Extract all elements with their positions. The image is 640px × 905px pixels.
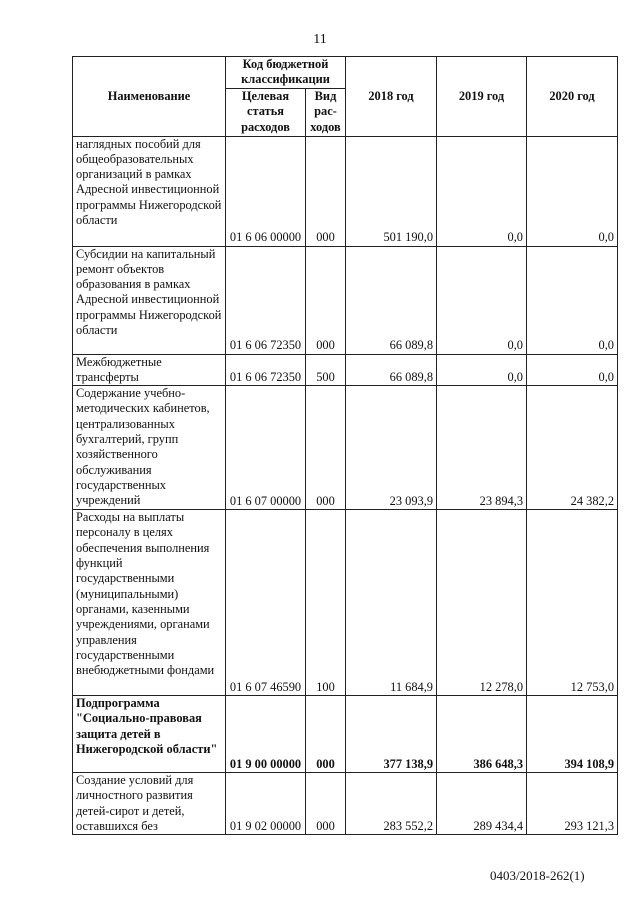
table-row bbox=[73, 773, 618, 835]
row-2020-value: 394 108,9 bbox=[527, 696, 618, 773]
row-target-code: 01 9 00 00000 bbox=[226, 696, 306, 773]
row-expense-type: 000 bbox=[306, 246, 346, 354]
row-2018-value: 377 138,9 bbox=[346, 696, 437, 773]
row-expense-type: 000 bbox=[306, 136, 346, 246]
row-2018-value: 283 552,2 bbox=[346, 773, 437, 835]
row-target-code: 01 6 07 00000 bbox=[226, 386, 306, 510]
row-2020-value: 293 121,3 bbox=[527, 773, 618, 835]
row-name: Расходы на выплаты персоналу в целях обеспечения выполнения функций государственными (муниципальными) органами, казенными учреждениями, органами управления государственными внебюджетными фондами bbox=[73, 510, 226, 696]
row-2019-value: 12 278,0 bbox=[437, 510, 527, 696]
row-2018-value: 66 089,8 bbox=[346, 354, 437, 386]
row-2020-value: 0,0 bbox=[527, 246, 618, 354]
row-name: наглядных пособий для общеобразовательных организаций в рамках Адресной инвестиционной программы Нижегородской области bbox=[73, 136, 226, 246]
row-2019-value: 23 894,3 bbox=[437, 386, 527, 510]
table-row bbox=[73, 354, 618, 386]
header-year-2018: 2018 год bbox=[346, 57, 437, 137]
header-year-2019: 2019 год bbox=[437, 57, 527, 137]
row-2020-value: 12 753,0 bbox=[527, 510, 618, 696]
header-code-group: Код бюджетной классификации bbox=[226, 57, 346, 89]
row-expense-type: 100 bbox=[306, 510, 346, 696]
row-2018-value: 11 684,9 bbox=[346, 510, 437, 696]
row-2018-value: 66 089,8 bbox=[346, 246, 437, 354]
row-name: Межбюджетные трансферты bbox=[73, 354, 226, 386]
row-2020-value: 0,0 bbox=[527, 354, 618, 386]
row-target-code: 01 6 06 00000 bbox=[226, 136, 306, 246]
row-2020-value: 0,0 bbox=[527, 136, 618, 246]
table-row bbox=[73, 386, 618, 510]
row-name: Подпрограмма "Социально-правовая защита детей в Нижегородской области" bbox=[73, 696, 226, 773]
row-2019-value: 386 648,3 bbox=[437, 696, 527, 773]
page-number: 11 bbox=[313, 32, 327, 47]
row-2020-value: 24 382,2 bbox=[527, 386, 618, 510]
document-code: 0403/2018-262(1) bbox=[490, 868, 585, 883]
row-name: Содержание учебно-методических кабинетов, централизованных бухгалтерий, групп хозяйственного обслуживания государственных учреждений bbox=[73, 386, 226, 510]
row-expense-type: 000 bbox=[306, 773, 346, 835]
row-2019-value: 289 434,4 bbox=[437, 773, 527, 835]
row-name: Субсидии на капитальный ремонт объектов образования в рамках Адресной инвестиционной программы Нижегородской области bbox=[73, 246, 226, 354]
row-target-code: 01 6 06 72350 bbox=[226, 354, 306, 386]
table-row bbox=[73, 510, 618, 696]
row-2018-value: 501 190,0 bbox=[346, 136, 437, 246]
table-row bbox=[73, 246, 618, 354]
row-expense-type: 000 bbox=[306, 696, 346, 773]
row-expense-type: 500 bbox=[306, 354, 346, 386]
row-2019-value: 0,0 bbox=[437, 354, 527, 386]
row-2019-value: 0,0 bbox=[437, 246, 527, 354]
row-target-code: 01 6 07 46590 bbox=[226, 510, 306, 696]
row-target-code: 01 9 02 00000 bbox=[226, 773, 306, 835]
row-name: Создание условий для личностного развития детей-сирот и детей, оставшихся без bbox=[73, 773, 226, 835]
header-name: Наименование bbox=[73, 57, 226, 137]
header-expense-type: Вид рас-ходов bbox=[306, 88, 346, 136]
table-row-subprogram bbox=[73, 696, 618, 773]
budget-table bbox=[72, 56, 618, 835]
header-target-article: Целевая статья расходов bbox=[226, 88, 306, 136]
row-2019-value: 0,0 bbox=[437, 136, 527, 246]
table-row bbox=[73, 136, 618, 246]
header-year-2020: 2020 год bbox=[527, 57, 618, 137]
row-expense-type: 000 bbox=[306, 386, 346, 510]
row-target-code: 01 6 06 72350 bbox=[226, 246, 306, 354]
row-2018-value: 23 093,9 bbox=[346, 386, 437, 510]
